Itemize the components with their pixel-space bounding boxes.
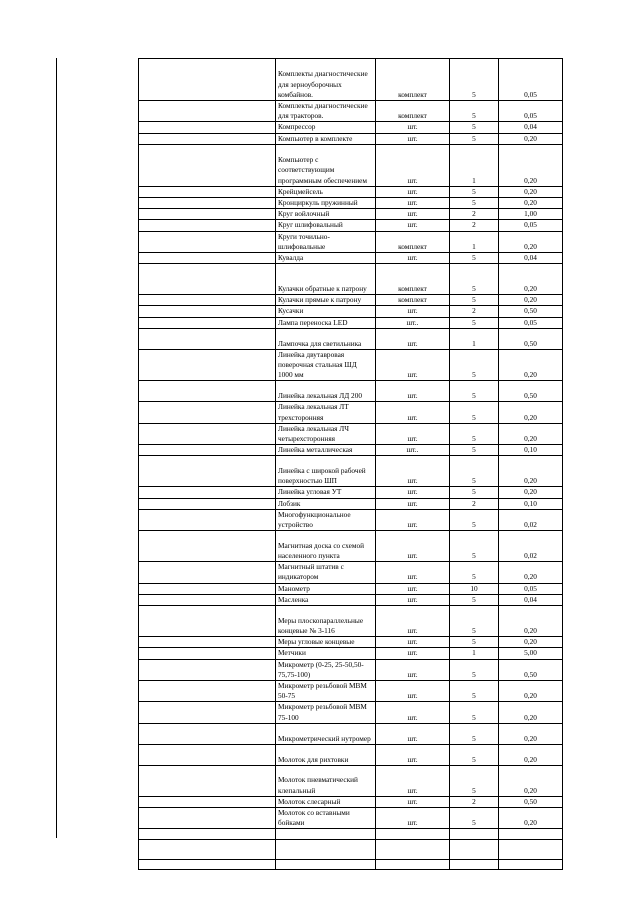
item-unit-cell: шт. bbox=[376, 702, 450, 723]
item-unit-cell: шт. bbox=[376, 328, 450, 349]
empty-cell bbox=[139, 498, 276, 509]
item-quantity-cell: 2 bbox=[450, 498, 499, 509]
item-name-cell: Микрометр (0-25, 25-50,50-75,75-100) bbox=[276, 659, 376, 680]
item-quantity-cell: 5 bbox=[450, 680, 499, 701]
item-unit-cell: шт. bbox=[376, 186, 450, 197]
table-row bbox=[139, 456, 563, 487]
item-name-cell: Молоток со вставными бойками bbox=[276, 807, 376, 828]
item-quantity-cell: 5 bbox=[450, 744, 499, 765]
item-unit-cell: шт. bbox=[376, 402, 450, 423]
item-rate-cell: 0,20 bbox=[499, 186, 563, 197]
item-name-cell: Кронциркуль пружинный bbox=[276, 198, 376, 209]
item-unit-cell: шт. bbox=[376, 765, 450, 796]
item-quantity-cell: 5 bbox=[450, 264, 499, 295]
item-rate-cell: 0,50 bbox=[499, 381, 563, 402]
item-unit-cell: шт. bbox=[376, 306, 450, 317]
item-unit-cell: шт. bbox=[376, 144, 450, 186]
empty-cell bbox=[499, 860, 563, 870]
item-unit-cell: шт. bbox=[376, 680, 450, 701]
empty-cell bbox=[139, 562, 276, 583]
item-unit-cell: шт. bbox=[376, 498, 450, 509]
item-unit-cell: шт. bbox=[376, 583, 450, 594]
empty-cell bbox=[139, 594, 276, 605]
item-rate-cell: 0,20 bbox=[499, 744, 563, 765]
item-unit-cell: шт. bbox=[376, 423, 450, 444]
item-rate-cell: 0,05 bbox=[499, 59, 563, 101]
item-rate-cell: 0,20 bbox=[499, 606, 563, 637]
empty-row bbox=[139, 829, 563, 840]
item-quantity-cell: 5 bbox=[450, 487, 499, 498]
item-quantity-cell: 5 bbox=[450, 637, 499, 648]
empty-cell bbox=[276, 860, 376, 870]
empty-cell bbox=[139, 253, 276, 264]
item-name-cell: Круг шлифовальный bbox=[276, 220, 376, 231]
item-name-cell: Линейка лекальная ЛД 200 bbox=[276, 381, 376, 402]
table-row bbox=[139, 765, 563, 796]
item-name-cell: Масленка bbox=[276, 594, 376, 605]
item-quantity-cell: 5 bbox=[450, 381, 499, 402]
item-rate-cell: 0,20 bbox=[499, 402, 563, 423]
empty-cell bbox=[139, 101, 276, 122]
table-row bbox=[139, 531, 563, 562]
empty-cell bbox=[276, 840, 376, 860]
item-rate-cell: 0,50 bbox=[499, 306, 563, 317]
item-name-cell: Микрометр резьбовой МВМ 50-75 bbox=[276, 680, 376, 701]
item-rate-cell: 0,20 bbox=[499, 198, 563, 209]
item-unit-cell: шт. bbox=[376, 487, 450, 498]
empty-cell bbox=[376, 840, 450, 860]
item-name-cell: Меры угловые концевые bbox=[276, 637, 376, 648]
empty-cell bbox=[139, 829, 276, 840]
item-quantity-cell: 5 bbox=[450, 765, 499, 796]
empty-cell bbox=[139, 186, 276, 197]
item-quantity-cell: 5 bbox=[450, 456, 499, 487]
item-rate-cell: 0,04 bbox=[499, 122, 563, 133]
item-rate-cell: 0,10 bbox=[499, 498, 563, 509]
item-rate-cell: 0,10 bbox=[499, 445, 563, 456]
item-name-cell: Линейка лекальная ЛТ трехсторонняя bbox=[276, 402, 376, 423]
empty-cell bbox=[139, 264, 276, 295]
item-unit-cell: шт. bbox=[376, 562, 450, 583]
item-name-cell: Метчики bbox=[276, 648, 376, 659]
item-quantity-cell: 1 bbox=[450, 648, 499, 659]
empty-cell bbox=[276, 829, 376, 840]
item-unit-cell: шт. bbox=[376, 220, 450, 231]
table-row bbox=[139, 122, 563, 133]
item-rate-cell: 0,50 bbox=[499, 328, 563, 349]
item-name-cell: Меры плоскопараллельные концевые № 3-116 bbox=[276, 606, 376, 637]
table-row bbox=[139, 328, 563, 349]
table-row bbox=[139, 606, 563, 637]
item-name-cell: Лампочка для светильника bbox=[276, 328, 376, 349]
item-quantity-cell: 5 bbox=[450, 606, 499, 637]
empty-cell bbox=[139, 295, 276, 306]
item-quantity-cell: 5 bbox=[450, 253, 499, 264]
item-unit-cell: комплект bbox=[376, 59, 450, 101]
item-unit-cell: шт. bbox=[376, 796, 450, 807]
table-row bbox=[139, 498, 563, 509]
item-rate-cell: 0,05 bbox=[499, 583, 563, 594]
empty-cell bbox=[139, 144, 276, 186]
table-row bbox=[139, 253, 563, 264]
empty-cell bbox=[139, 807, 276, 828]
empty-cell bbox=[139, 209, 276, 220]
item-unit-cell: шт. bbox=[376, 253, 450, 264]
item-quantity-cell: 5 bbox=[450, 122, 499, 133]
empty-cell bbox=[139, 402, 276, 423]
item-unit-cell: шт. bbox=[376, 606, 450, 637]
item-rate-cell: 0,20 bbox=[499, 723, 563, 744]
empty-row bbox=[139, 860, 563, 870]
item-rate-cell: 0,20 bbox=[499, 231, 563, 252]
item-rate-cell: 0,20 bbox=[499, 637, 563, 648]
item-name-cell: Молоток слесарный bbox=[276, 796, 376, 807]
item-rate-cell: 0,05 bbox=[499, 317, 563, 328]
table-row bbox=[139, 562, 563, 583]
item-unit-cell: шт. bbox=[376, 637, 450, 648]
empty-cell bbox=[139, 122, 276, 133]
item-quantity-cell: 5 bbox=[450, 198, 499, 209]
item-unit-cell: шт. bbox=[376, 456, 450, 487]
item-rate-cell: 0,20 bbox=[499, 562, 563, 583]
table-row bbox=[139, 381, 563, 402]
empty-cell bbox=[139, 606, 276, 637]
empty-cell bbox=[376, 860, 450, 870]
empty-cell bbox=[139, 381, 276, 402]
table-row bbox=[139, 807, 563, 828]
item-unit-cell: шт. bbox=[376, 122, 450, 133]
item-unit-cell: шт. bbox=[376, 744, 450, 765]
item-quantity-cell: 10 bbox=[450, 583, 499, 594]
item-name-cell: Кувалда bbox=[276, 253, 376, 264]
empty-cell bbox=[139, 59, 276, 101]
empty-cell bbox=[139, 744, 276, 765]
item-unit-cell: шт. bbox=[376, 723, 450, 744]
item-name-cell: Кулачки прямые к патрону bbox=[276, 295, 376, 306]
table-row bbox=[139, 445, 563, 456]
item-unit-cell: комплект bbox=[376, 295, 450, 306]
item-name-cell: Компрессор bbox=[276, 122, 376, 133]
item-rate-cell: 0,04 bbox=[499, 594, 563, 605]
empty-cell bbox=[139, 445, 276, 456]
table-row bbox=[139, 306, 563, 317]
table-row bbox=[139, 594, 563, 605]
item-rate-cell: 0,20 bbox=[499, 264, 563, 295]
equipment-table bbox=[138, 58, 563, 870]
empty-cell bbox=[450, 829, 499, 840]
item-name-cell: Магнитная доска со схемой населенного пункта bbox=[276, 531, 376, 562]
empty-cell bbox=[139, 680, 276, 701]
item-quantity-cell: 1 bbox=[450, 144, 499, 186]
item-name-cell: Лобзик bbox=[276, 498, 376, 509]
item-name-cell: Магнитный штатив с индикатором bbox=[276, 562, 376, 583]
item-quantity-cell: 2 bbox=[450, 796, 499, 807]
item-rate-cell: 0,20 bbox=[499, 133, 563, 144]
table-row bbox=[139, 264, 563, 295]
item-rate-cell: 0,20 bbox=[499, 680, 563, 701]
table-row bbox=[139, 583, 563, 594]
item-rate-cell: 0,50 bbox=[499, 659, 563, 680]
item-quantity-cell: 5 bbox=[450, 59, 499, 101]
table-row bbox=[139, 702, 563, 723]
left-margin-line bbox=[56, 58, 57, 838]
item-name-cell: Комплекты диагностические для зерноуборочных комбайнов. bbox=[276, 59, 376, 101]
item-name-cell: Лампа переноска LED bbox=[276, 317, 376, 328]
item-quantity-cell: 5 bbox=[450, 594, 499, 605]
item-name-cell: Крейцмейсель bbox=[276, 186, 376, 197]
empty-cell bbox=[450, 840, 499, 860]
item-name-cell: Круг войлочный bbox=[276, 209, 376, 220]
empty-cell bbox=[376, 829, 450, 840]
item-quantity-cell: 2 bbox=[450, 306, 499, 317]
empty-cell bbox=[139, 765, 276, 796]
item-unit-cell: шт. bbox=[376, 349, 450, 381]
item-unit-cell: комплект bbox=[376, 231, 450, 252]
empty-cell bbox=[139, 487, 276, 498]
item-unit-cell: шт. bbox=[376, 648, 450, 659]
table-row bbox=[139, 231, 563, 252]
item-unit-cell: шт. bbox=[376, 594, 450, 605]
item-unit-cell: шт. bbox=[376, 381, 450, 402]
item-name-cell: Манометр bbox=[276, 583, 376, 594]
item-unit-cell: шт.. bbox=[376, 317, 450, 328]
table-row bbox=[139, 220, 563, 231]
item-rate-cell: 0,05 bbox=[499, 220, 563, 231]
item-rate-cell: 0,20 bbox=[499, 423, 563, 444]
item-unit-cell: шт. bbox=[376, 209, 450, 220]
item-quantity-cell: 5 bbox=[450, 317, 499, 328]
item-rate-cell: 0,20 bbox=[499, 487, 563, 498]
empty-cell bbox=[139, 659, 276, 680]
item-quantity-cell: 5 bbox=[450, 423, 499, 444]
table-row bbox=[139, 648, 563, 659]
table-row bbox=[139, 101, 563, 122]
empty-cell bbox=[139, 637, 276, 648]
item-quantity-cell: 5 bbox=[450, 186, 499, 197]
empty-cell bbox=[139, 723, 276, 744]
table-row bbox=[139, 317, 563, 328]
item-quantity-cell: 5 bbox=[450, 702, 499, 723]
empty-cell bbox=[139, 328, 276, 349]
empty-cell bbox=[139, 423, 276, 444]
table-row bbox=[139, 198, 563, 209]
item-quantity-cell: 5 bbox=[450, 349, 499, 381]
table-row bbox=[139, 209, 563, 220]
item-name-cell: Микрометр резьбовой МВМ 75-100 bbox=[276, 702, 376, 723]
item-quantity-cell: 5 bbox=[450, 659, 499, 680]
empty-cell bbox=[139, 133, 276, 144]
empty-cell bbox=[139, 796, 276, 807]
item-rate-cell: 0,20 bbox=[499, 765, 563, 796]
item-unit-cell: шт. bbox=[376, 198, 450, 209]
table-row bbox=[139, 186, 563, 197]
item-quantity-cell: 5 bbox=[450, 402, 499, 423]
item-unit-cell: шт. bbox=[376, 509, 450, 530]
item-name-cell: Молоток пневматический клепальный bbox=[276, 765, 376, 796]
item-quantity-cell: 5 bbox=[450, 723, 499, 744]
table-row bbox=[139, 723, 563, 744]
empty-cell bbox=[139, 317, 276, 328]
item-rate-cell: 5,00 bbox=[499, 648, 563, 659]
item-rate-cell: 0,04 bbox=[499, 253, 563, 264]
item-quantity-cell: 2 bbox=[450, 220, 499, 231]
empty-cell bbox=[499, 840, 563, 860]
table-row bbox=[139, 402, 563, 423]
item-unit-cell: шт. bbox=[376, 531, 450, 562]
empty-cell bbox=[139, 220, 276, 231]
table-row bbox=[139, 744, 563, 765]
item-quantity-cell: 1 bbox=[450, 231, 499, 252]
table-row bbox=[139, 144, 563, 186]
item-name-cell: Кулачки обратные к патрону bbox=[276, 264, 376, 295]
empty-cell bbox=[139, 583, 276, 594]
table-row bbox=[139, 423, 563, 444]
table-row bbox=[139, 509, 563, 530]
item-unit-cell: шт. bbox=[376, 133, 450, 144]
item-rate-cell: 0,02 bbox=[499, 531, 563, 562]
empty-cell bbox=[450, 860, 499, 870]
item-rate-cell: 0,05 bbox=[499, 101, 563, 122]
table-row bbox=[139, 659, 563, 680]
item-rate-cell: 0,20 bbox=[499, 144, 563, 186]
empty-cell bbox=[499, 829, 563, 840]
item-name-cell: Кусачки bbox=[276, 306, 376, 317]
item-quantity-cell: 5 bbox=[450, 531, 499, 562]
table-row bbox=[139, 133, 563, 144]
item-rate-cell: 0,20 bbox=[499, 807, 563, 828]
empty-cell bbox=[139, 306, 276, 317]
item-name-cell: Линейка металлическая bbox=[276, 445, 376, 456]
equipment-table-body bbox=[139, 59, 563, 870]
empty-cell bbox=[139, 231, 276, 252]
item-unit-cell: комплект bbox=[376, 264, 450, 295]
item-unit-cell: комплект bbox=[376, 101, 450, 122]
item-rate-cell: 0,20 bbox=[499, 349, 563, 381]
item-quantity-cell: 1 bbox=[450, 328, 499, 349]
item-rate-cell: 0,02 bbox=[499, 509, 563, 530]
item-rate-cell: 0,20 bbox=[499, 295, 563, 306]
item-rate-cell: 0,50 bbox=[499, 796, 563, 807]
table-row bbox=[139, 295, 563, 306]
item-name-cell: Линейка угловая УТ bbox=[276, 487, 376, 498]
item-name-cell: Многофункциональное устройство bbox=[276, 509, 376, 530]
item-quantity-cell: 5 bbox=[450, 101, 499, 122]
item-quantity-cell: 5 bbox=[450, 509, 499, 530]
empty-cell bbox=[139, 198, 276, 209]
item-rate-cell: 0,20 bbox=[499, 456, 563, 487]
empty-cell bbox=[139, 860, 276, 870]
item-rate-cell: 0,20 bbox=[499, 702, 563, 723]
item-name-cell: Молоток для рихтовки bbox=[276, 744, 376, 765]
empty-cell bbox=[139, 509, 276, 530]
item-unit-cell: шт. bbox=[376, 807, 450, 828]
item-name-cell: Круги точильно-шлифовальные bbox=[276, 231, 376, 252]
empty-cell bbox=[139, 648, 276, 659]
table-row bbox=[139, 637, 563, 648]
item-quantity-cell: 5 bbox=[450, 562, 499, 583]
empty-cell bbox=[139, 531, 276, 562]
item-name-cell: Компьютер с соответствующим программным обеспечением bbox=[276, 144, 376, 186]
item-rate-cell: 1,00 bbox=[499, 209, 563, 220]
item-name-cell: Линейка лекальная ЛЧ четырехсторонняя bbox=[276, 423, 376, 444]
table-row bbox=[139, 487, 563, 498]
item-unit-cell: шт.. bbox=[376, 445, 450, 456]
table-row bbox=[139, 349, 563, 381]
item-quantity-cell: 2 bbox=[450, 209, 499, 220]
item-quantity-cell: 5 bbox=[450, 807, 499, 828]
item-quantity-cell: 5 bbox=[450, 295, 499, 306]
item-name-cell: Компьютер в комплекте bbox=[276, 133, 376, 144]
item-quantity-cell: 5 bbox=[450, 445, 499, 456]
item-name-cell: Линейка с широкой рабочей поверхностью ШП bbox=[276, 456, 376, 487]
table-row bbox=[139, 680, 563, 701]
table-row bbox=[139, 59, 563, 101]
empty-cell bbox=[139, 840, 276, 860]
empty-cell bbox=[139, 349, 276, 381]
table-row bbox=[139, 796, 563, 807]
item-name-cell: Комплекты диагностические для тракторов. bbox=[276, 101, 376, 122]
item-unit-cell: шт. bbox=[376, 659, 450, 680]
empty-cell bbox=[139, 456, 276, 487]
item-name-cell: Линейка двутавровая поверочная стальная ШД 1000 мм bbox=[276, 349, 376, 381]
empty-cell bbox=[139, 702, 276, 723]
item-name-cell: Микрометрический нутромер bbox=[276, 723, 376, 744]
item-quantity-cell: 5 bbox=[450, 133, 499, 144]
empty-row bbox=[139, 840, 563, 860]
